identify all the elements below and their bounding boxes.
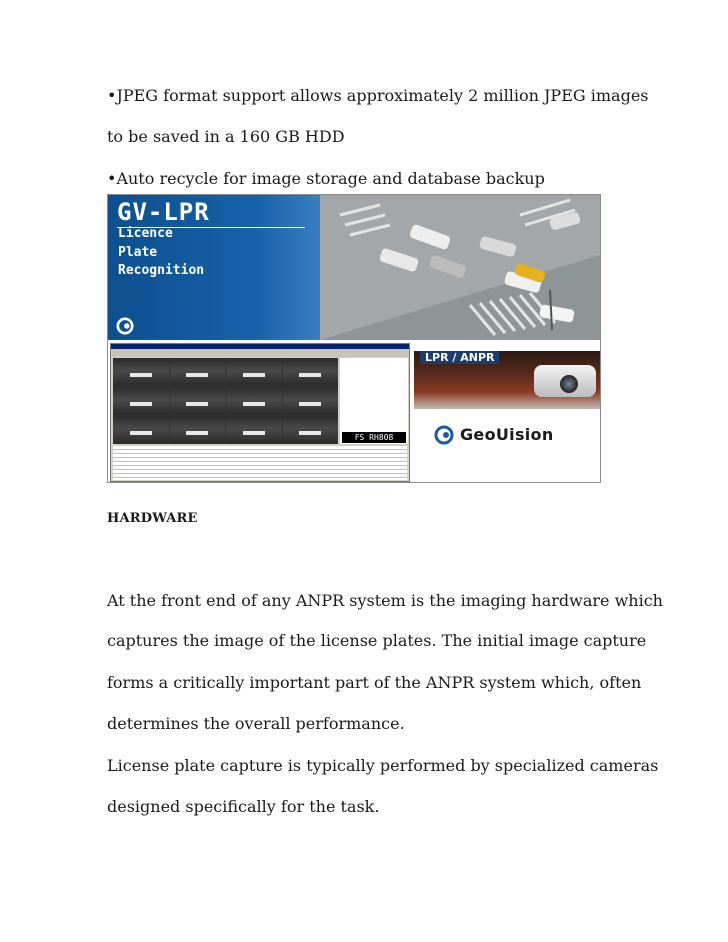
paragraph-line-4: determines the overall performance. (107, 714, 405, 733)
geovision-logo-icon (434, 425, 454, 445)
geovision-panel (414, 343, 600, 482)
street-intersection-photo (320, 195, 600, 340)
bullet-line-2: to be saved in a 160 GB HDD (107, 127, 345, 146)
plate-readout: FS RH808 (342, 432, 406, 443)
camera-view (283, 358, 339, 386)
section-heading: HARDWARE (107, 511, 198, 526)
camera-view (170, 416, 226, 444)
camera-view (170, 387, 226, 415)
brand-name: GeoUision (460, 425, 554, 444)
gv-lpr-banner (108, 195, 600, 340)
paragraph-line-1: At the front end of any ANPR system is the imaging hardware which (107, 591, 663, 610)
geovision-logo-icon (116, 317, 134, 335)
traffic-night-photo (414, 351, 600, 409)
camera-view (226, 358, 282, 386)
paragraph-line-3: forms a critically important part of the ANPR system which, often (107, 673, 642, 692)
camera-grid (113, 358, 338, 444)
gv-lpr-figure (107, 194, 601, 483)
camera-view (226, 387, 282, 415)
banner-title: GV-LPR (117, 198, 210, 226)
software-results-table (113, 446, 407, 480)
camera-view (283, 416, 339, 444)
camera-lens-icon (560, 375, 578, 393)
camera-view (113, 387, 169, 415)
camera-view (170, 358, 226, 386)
banner-subtitle-line-2: Plate (118, 245, 158, 260)
banner-subtitle-line-3: Recognition (118, 263, 205, 278)
banner-subtitle-line-1: Licence (118, 226, 173, 241)
lpr-software-screenshot (110, 343, 410, 482)
camera-view (113, 416, 169, 444)
camera-view (113, 358, 169, 386)
paragraph-line-6: designed specifically for the task. (107, 797, 380, 816)
camera-view (226, 416, 282, 444)
camera-view (283, 387, 339, 415)
software-toolbar (111, 349, 409, 357)
paragraph-line-2: captures the image of the license plates. The initial image capture (107, 631, 647, 650)
paragraph-line-5: License plate capture is typically performed by specialized cameras (107, 756, 659, 775)
anpr-label: LPR / ANPR (420, 351, 499, 364)
bullet-line-1: •JPEG format support allows approximately 2 million JPEG images (107, 86, 649, 105)
bullet-line-3: •Auto recycle for image storage and database backup (107, 169, 545, 188)
